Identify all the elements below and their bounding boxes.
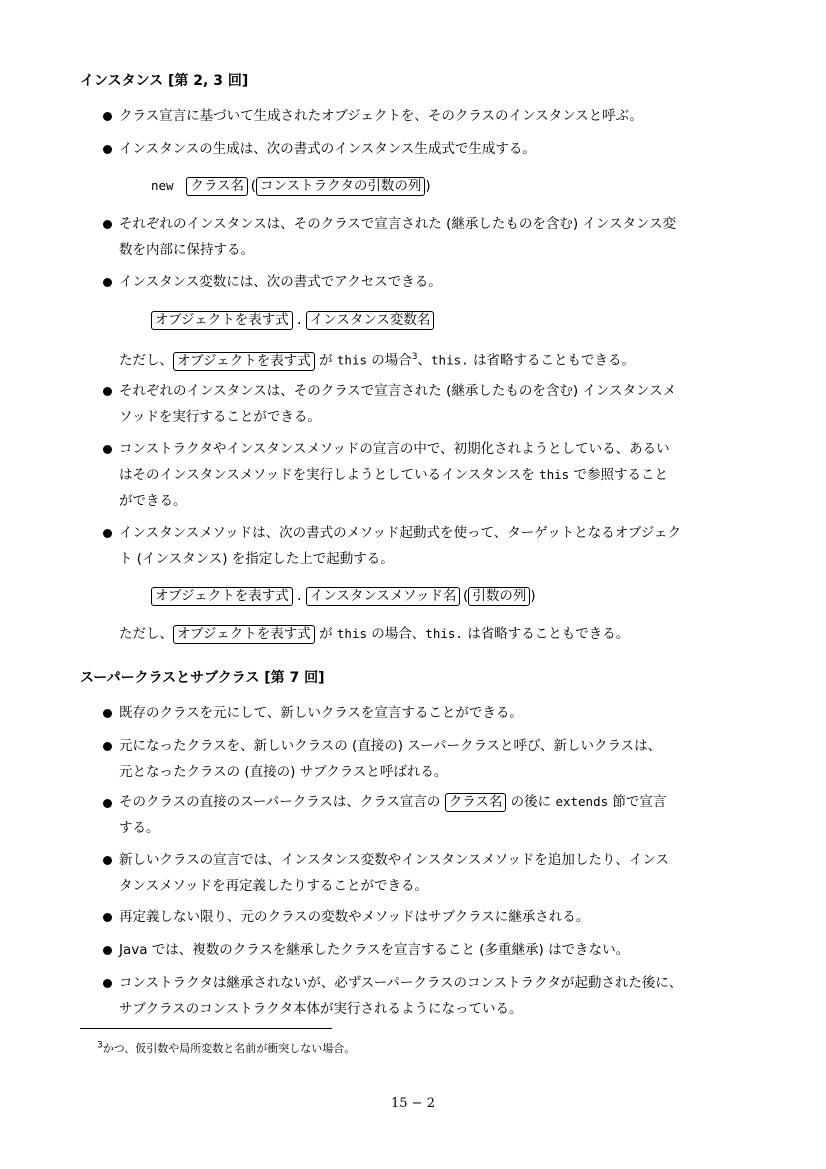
bullet-icon: [103, 387, 112, 396]
superclass-bullet-2-line-2: 元となったクラスの (直接の) サブクラスと呼ばれる。: [119, 764, 448, 780]
section-title-instance: インスタンス [第 2, 3 回]: [80, 73, 249, 89]
instance-note-2: ただし、 オブジェクトを表す式 が this の場合、this. は省略することもできる。: [119, 626, 630, 642]
instance-bullet-1: クラス宣言に基づいて生成されたオブジェクトを、そのクラスのインスタンスと呼ぶ。: [119, 108, 643, 124]
instance-bullet-5-line-2: ソッドを実行することができる。: [119, 409, 321, 425]
footnote-ref: 3: [411, 352, 418, 362]
instance-method-name-box: インスタンスメソッド名: [306, 587, 461, 606]
instance-bullet-4: インスタンス変数には、次の書式でアクセスできる。: [119, 274, 442, 290]
footnote-rule: [80, 1028, 332, 1029]
bullet-icon: [103, 946, 112, 955]
object-expression-box: オブジェクトを表す式: [173, 352, 315, 371]
superclass-bullet-7-line-2: サブクラスのコンストラクタ本体が実行されるようになっている。: [119, 1001, 523, 1017]
bullet-icon: [103, 913, 112, 922]
bullet-icon: [103, 856, 112, 865]
bullet-icon: [103, 529, 112, 538]
instance-creation-formula: new クラス名 ( コンストラクタの引数の列 ): [151, 178, 431, 194]
bullet-icon: [103, 709, 112, 718]
bullet-icon: [103, 979, 112, 988]
instance-bullet-2: インスタンスの生成は、次の書式のインスタンス生成式で生成する。: [119, 141, 536, 157]
footnote-mark: 3: [97, 1040, 103, 1051]
superclass-bullet-7-line-1: コンストラクタは継承されないが、必ずスーパークラスのコンストラクタが起動された後に、: [119, 975, 683, 991]
instance-bullet-7-line-2: ト (インスタンス) を指定した上で起動する。: [119, 551, 394, 567]
instance-bullet-7-line-1: インスタンスメソッドは、次の書式のメソッド起動式を使って、ターゲットとなるオブジェク: [119, 525, 682, 541]
superclass-bullet-3-line-2: する。: [119, 820, 160, 836]
superclass-bullet-2-line-1: 元になったクラスを、新しいクラスの (直接の) スーパークラスと呼び、新しいクラスは、: [119, 738, 662, 754]
instance-bullet-3-line-2: 数を内部に保持する。: [119, 242, 254, 258]
footnote-text: かつ、仮引数や局所変数と名前が衝突しない場合。: [102, 1042, 356, 1055]
bullet-icon: [103, 445, 112, 454]
bullet-icon: [103, 145, 112, 154]
bullet-icon: [103, 112, 112, 121]
instance-variable-name-box: インスタンス変数名: [306, 311, 435, 330]
superclass-bullet-1: 既存のクラスを元にして、新しいクラスを宣言することができる。: [119, 705, 523, 721]
object-expression-box: オブジェクトを表す式: [151, 587, 293, 606]
instance-variable-access-formula: オブジェクトを表す式 . インスタンス変数名: [151, 310, 434, 330]
page-number: 15 − 2: [391, 1096, 435, 1111]
instance-bullet-3-line-1: それぞれのインスタンスは、そのクラスで宣言された (継承したものを含む) インスタンス変: [119, 216, 677, 232]
instance-bullet-6-line-1: コンストラクタやインスタンスメソッドの宣言の中で、初期化されようとしている、あるい: [119, 441, 670, 457]
object-expression-box: オブジェクトを表す式: [173, 625, 315, 644]
bullet-icon: [103, 278, 112, 287]
superclass-bullet-6: Java では、複数のクラスを継承したクラスを宣言すること (多重継承) はできない。: [119, 942, 630, 958]
superclass-bullet-5: 再定義しない限り、元のクラスの変数やメソッドはサブクラスに継承される。: [119, 909, 590, 925]
instance-bullet-6-line-3: ができる。: [119, 493, 187, 509]
keyword-new: new: [151, 178, 174, 193]
constructor-args-box: コンストラクタの引数の列: [256, 177, 425, 196]
bullet-icon: [103, 799, 112, 808]
class-name-box: クラス名: [186, 177, 248, 196]
class-name-box: クラス名: [445, 793, 507, 812]
superclass-bullet-4-line-2: タンスメソッドを再定義したりすることができる。: [119, 878, 429, 894]
superclass-bullet-3-line-1: そのクラスの直接のスーパークラスは、クラス宣言の クラス名 の後に extends 節で宣言: [119, 794, 667, 810]
method-invocation-formula: オブジェクトを表す式 . インスタンスメソッド名 ( 引数の列 ): [151, 586, 536, 606]
instance-bullet-5-line-1: それぞれのインスタンスは、そのクラスで宣言された (継承したものを含む) インスタンスメ: [119, 383, 677, 399]
object-expression-box: オブジェクトを表す式: [151, 311, 293, 330]
instance-note-1: ただし、 オブジェクトを表す式 が this の場合$^3$、this. は省略することもできる。: [119, 352, 635, 369]
section-title-superclass: スーパークラスとサブクラス [第 7 回]: [80, 670, 325, 686]
arguments-box: 引数の列: [468, 587, 530, 606]
bullet-icon: [103, 220, 112, 229]
footnote: [97, 1040, 355, 1056]
superclass-bullet-4-line-1: 新しいクラスの宣言では、インスタンス変数やインスタンスメソッドを追加したり、インス: [119, 852, 669, 868]
bullet-icon: [103, 742, 112, 751]
instance-bullet-6-line-2: はそのインスタンスメソッドを実行しようとしているインスタンスを this で参照すること: [119, 467, 668, 483]
